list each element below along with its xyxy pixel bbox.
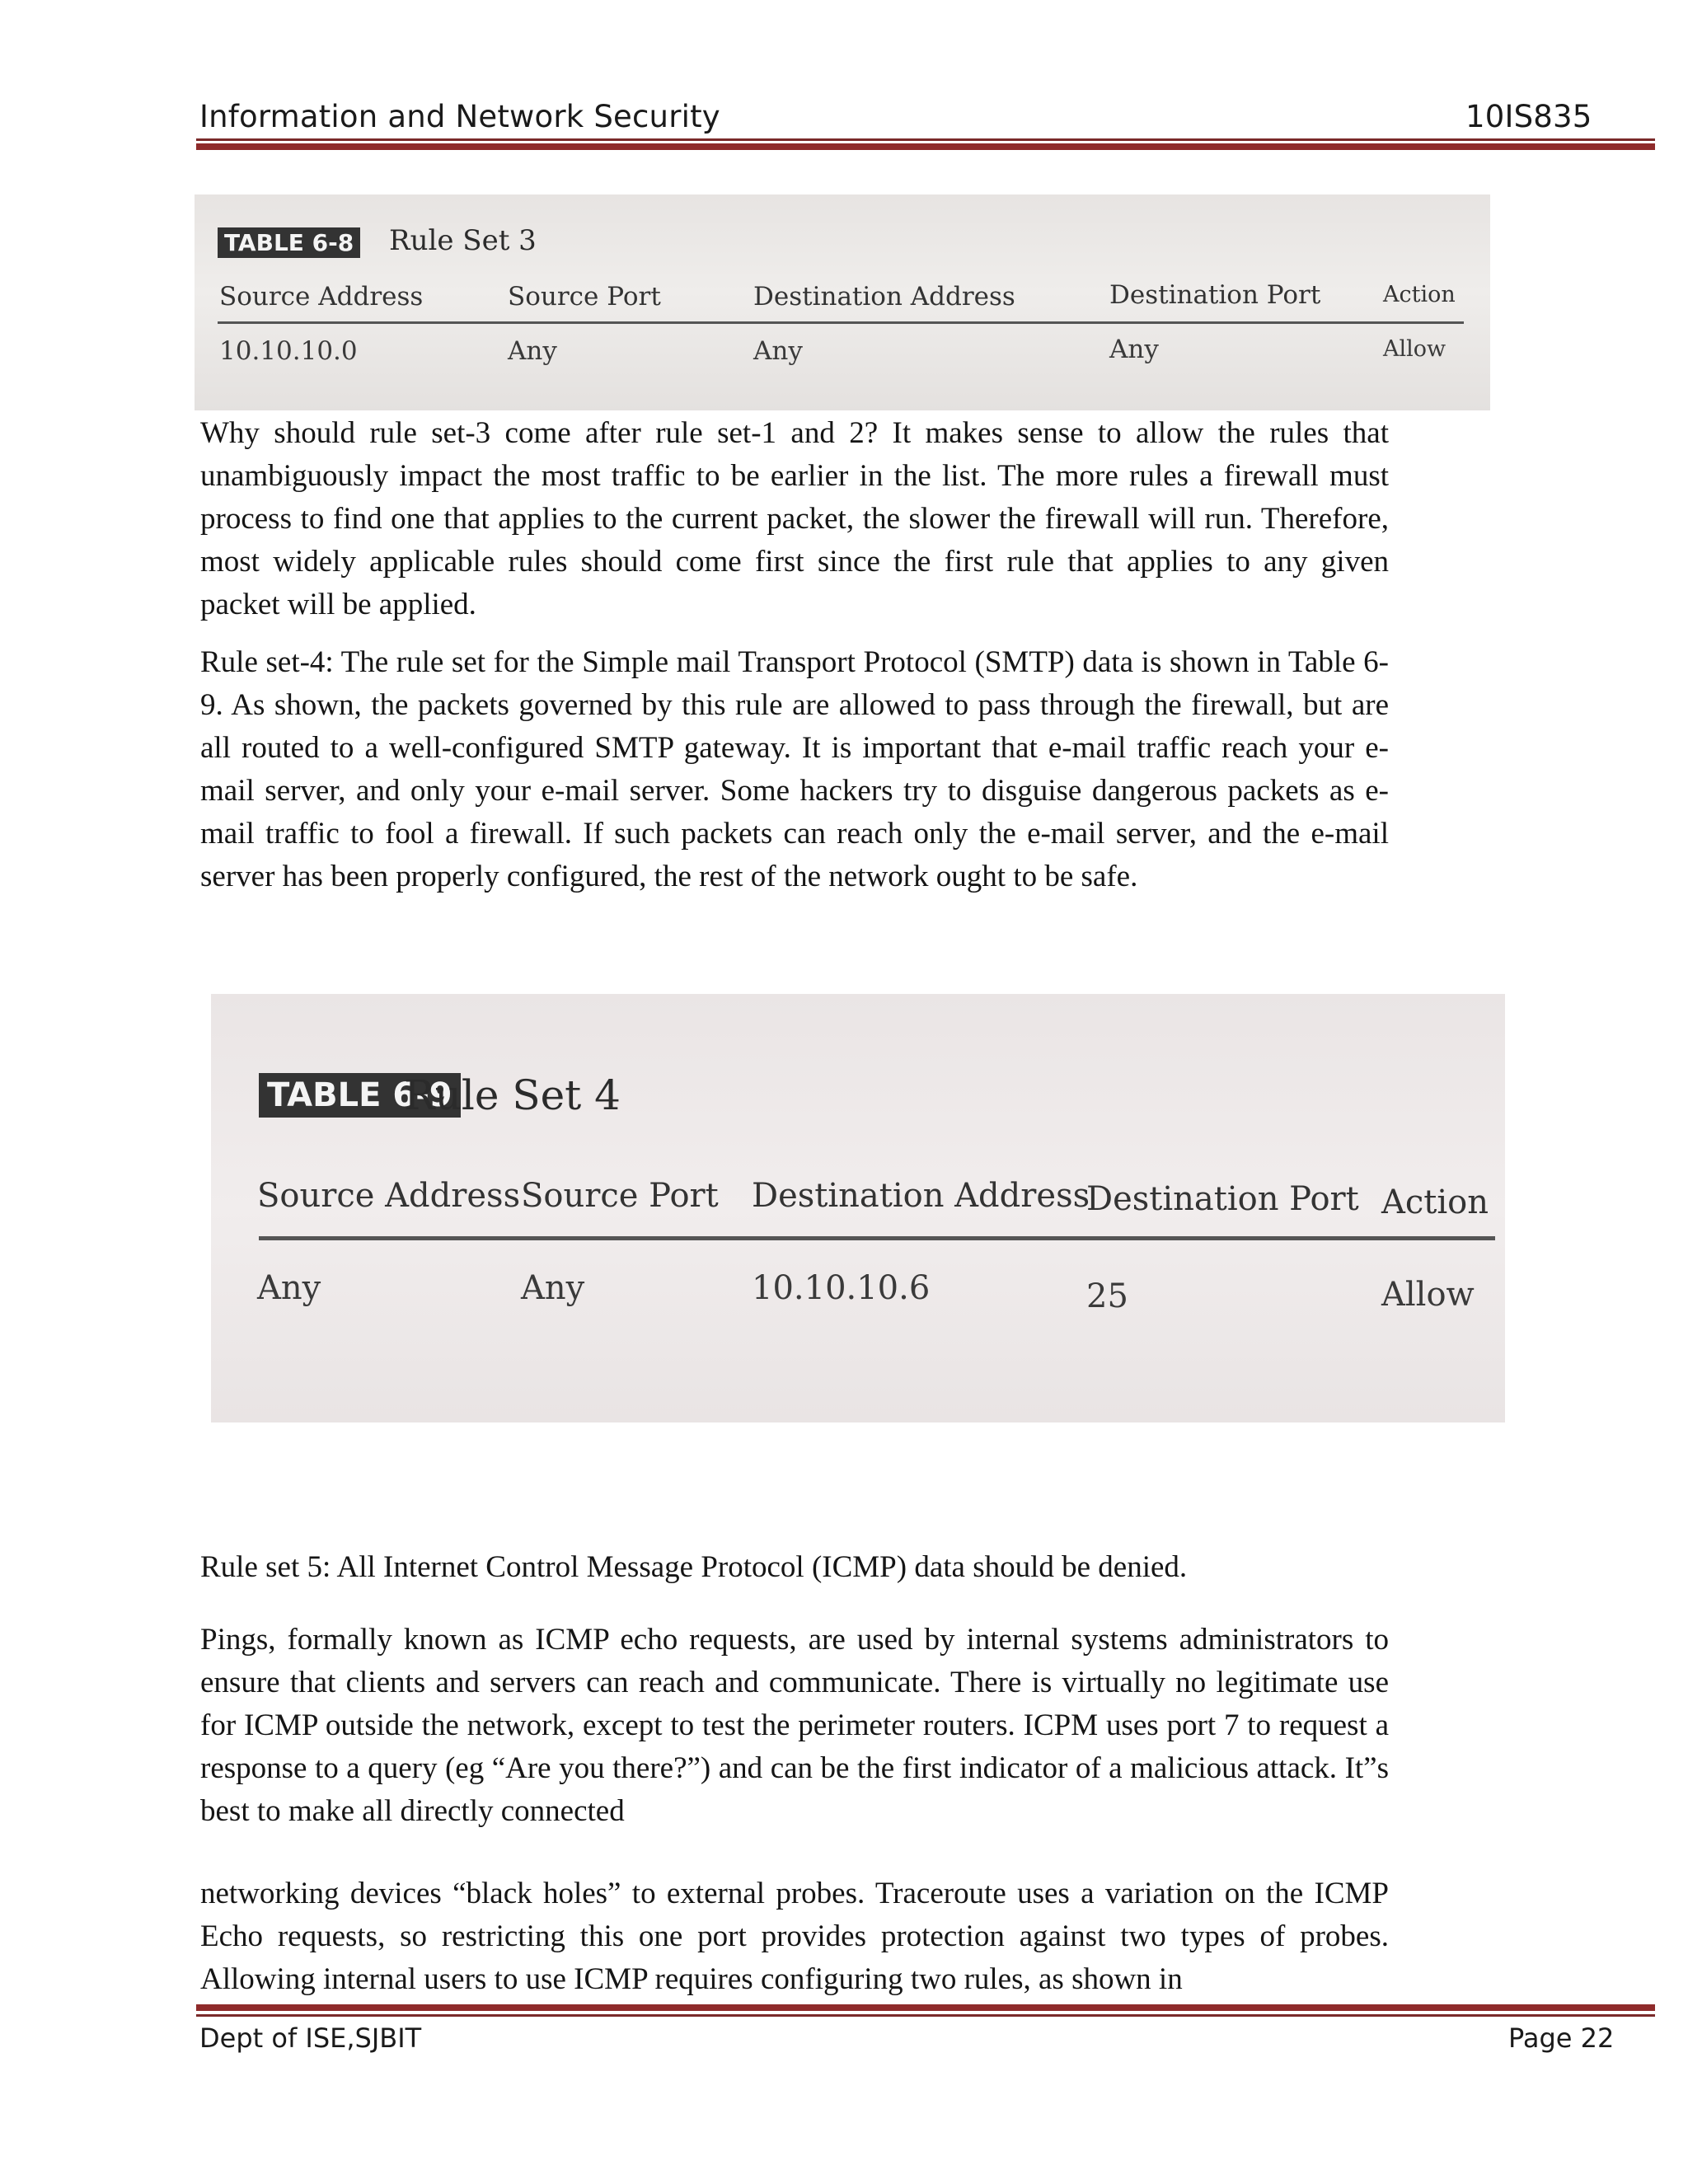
paragraph-rule-set-4: Rule set-4: The rule set for the Simple mail Transport Protocol (SMTP) data is shown in Table 6-9. As shown, the packets governed by this rule are allowed to pass through the firewall, but are all routed to a well-configured SMTP gateway. It is important that e-mail traffic reach your e-mail server, and only your e-mail server. Some hackers try to disguise dangerous packets as e-mail traffic to fool a firewall. If such packets can reach only the e-mail server, and the e-mail server has been properly configured, the rest of the network ought to be safe. bbox=[200, 645, 1389, 893]
table-6-9-col-action: Action bbox=[1381, 1183, 1489, 1221]
header-course-code: 10IS835 bbox=[1465, 99, 1592, 134]
table-6-8-image bbox=[195, 194, 1490, 410]
table-6-9-image bbox=[211, 994, 1505, 1422]
table-6-9-col-destination-port: Destination Port bbox=[1086, 1180, 1359, 1218]
table-6-8-title: Rule Set 3 bbox=[389, 224, 537, 257]
table-6-9-cell: 25 bbox=[1086, 1277, 1128, 1315]
table-6-8-col-action: Action bbox=[1383, 282, 1456, 307]
table-6-9-divider bbox=[259, 1236, 1495, 1240]
table-6-8-divider bbox=[218, 321, 1464, 324]
header-rule-thin bbox=[196, 138, 1655, 141]
table-6-8-col-source-port: Source Port bbox=[508, 282, 661, 312]
table-6-9-badge: TABLE 6-9 bbox=[259, 1073, 461, 1118]
table-6-8-cell: 10.10.10.0 bbox=[219, 336, 358, 366]
table-6-8-col-destination-port: Destination Port bbox=[1109, 280, 1321, 310]
header-title: Information and Network Security bbox=[199, 99, 720, 134]
paragraph-rule-set-3-order: Why should rule set-3 come after rule set-1 and 2? It makes sense to allow the rules that unambiguously impact the most traffic to be earlier in the list. The more rules a firewall must process to find one that applies to the current packet, the slower the firewall will run. Therefore, most widely applicable rules should come first since the first rule that applies to any given packet will be applied. bbox=[200, 416, 1389, 621]
header-rule-thick bbox=[196, 143, 1655, 150]
table-6-9-cell: Any bbox=[521, 1269, 585, 1307]
footer-rule-thin bbox=[196, 2014, 1655, 2017]
footer-department: Dept of ISE,SJBIT bbox=[199, 2022, 422, 2054]
table-6-8-col-source-address: Source Address bbox=[219, 282, 424, 312]
table-6-9-col-destination-address: Destination Address bbox=[752, 1177, 1090, 1215]
footer-rule-thick bbox=[196, 2004, 1655, 2011]
table-6-9-col-source-port: Source Port bbox=[521, 1177, 719, 1215]
table-6-8-col-destination-address: Destination Address bbox=[753, 282, 1015, 312]
table-6-9-col-source-address: Source Address bbox=[257, 1177, 521, 1215]
table-6-8-cell: Allow bbox=[1383, 336, 1447, 362]
table-6-9-cell: 10.10.10.6 bbox=[752, 1269, 931, 1307]
paragraph-icmp-pings: Pings, formally known as ICMP echo requests, are used by internal systems administrators to ensure that clients and servers can reach and communicate. There is virtually no legitimate use for ICMP outside the network, except to test the perimeter routers. ICPM uses port 7 to request a response to a query (eg “Are you there?”) and can be the first indicator of a malicious attack. It”s best to make all directly connected bbox=[200, 1623, 1389, 1828]
table-6-8-cell: Any bbox=[508, 336, 557, 366]
footer-page-number: Page 22 bbox=[1508, 2022, 1615, 2054]
table-6-9-cell: Any bbox=[257, 1269, 321, 1307]
paragraph-rule-set-5: Rule set 5: All Internet Control Message Protocol (ICMP) data should be denied. bbox=[200, 1550, 1188, 1584]
paragraph-black-holes: networking devices “black holes” to external probes. Traceroute uses a variation on the ICMP Echo requests, so restricting this one port provides protection against two types of probes. Allowing internal users to use ICMP requires configuring two rules, as shown in bbox=[200, 1877, 1389, 1996]
table-6-9-cell: Allow bbox=[1381, 1276, 1475, 1314]
table-6-8-cell: Any bbox=[753, 336, 803, 366]
table-6-8-cell: Any bbox=[1109, 335, 1159, 364]
table-6-9-title: Rule Set 4 bbox=[404, 1071, 621, 1119]
table-6-8-badge: TABLE 6-8 bbox=[218, 227, 360, 258]
